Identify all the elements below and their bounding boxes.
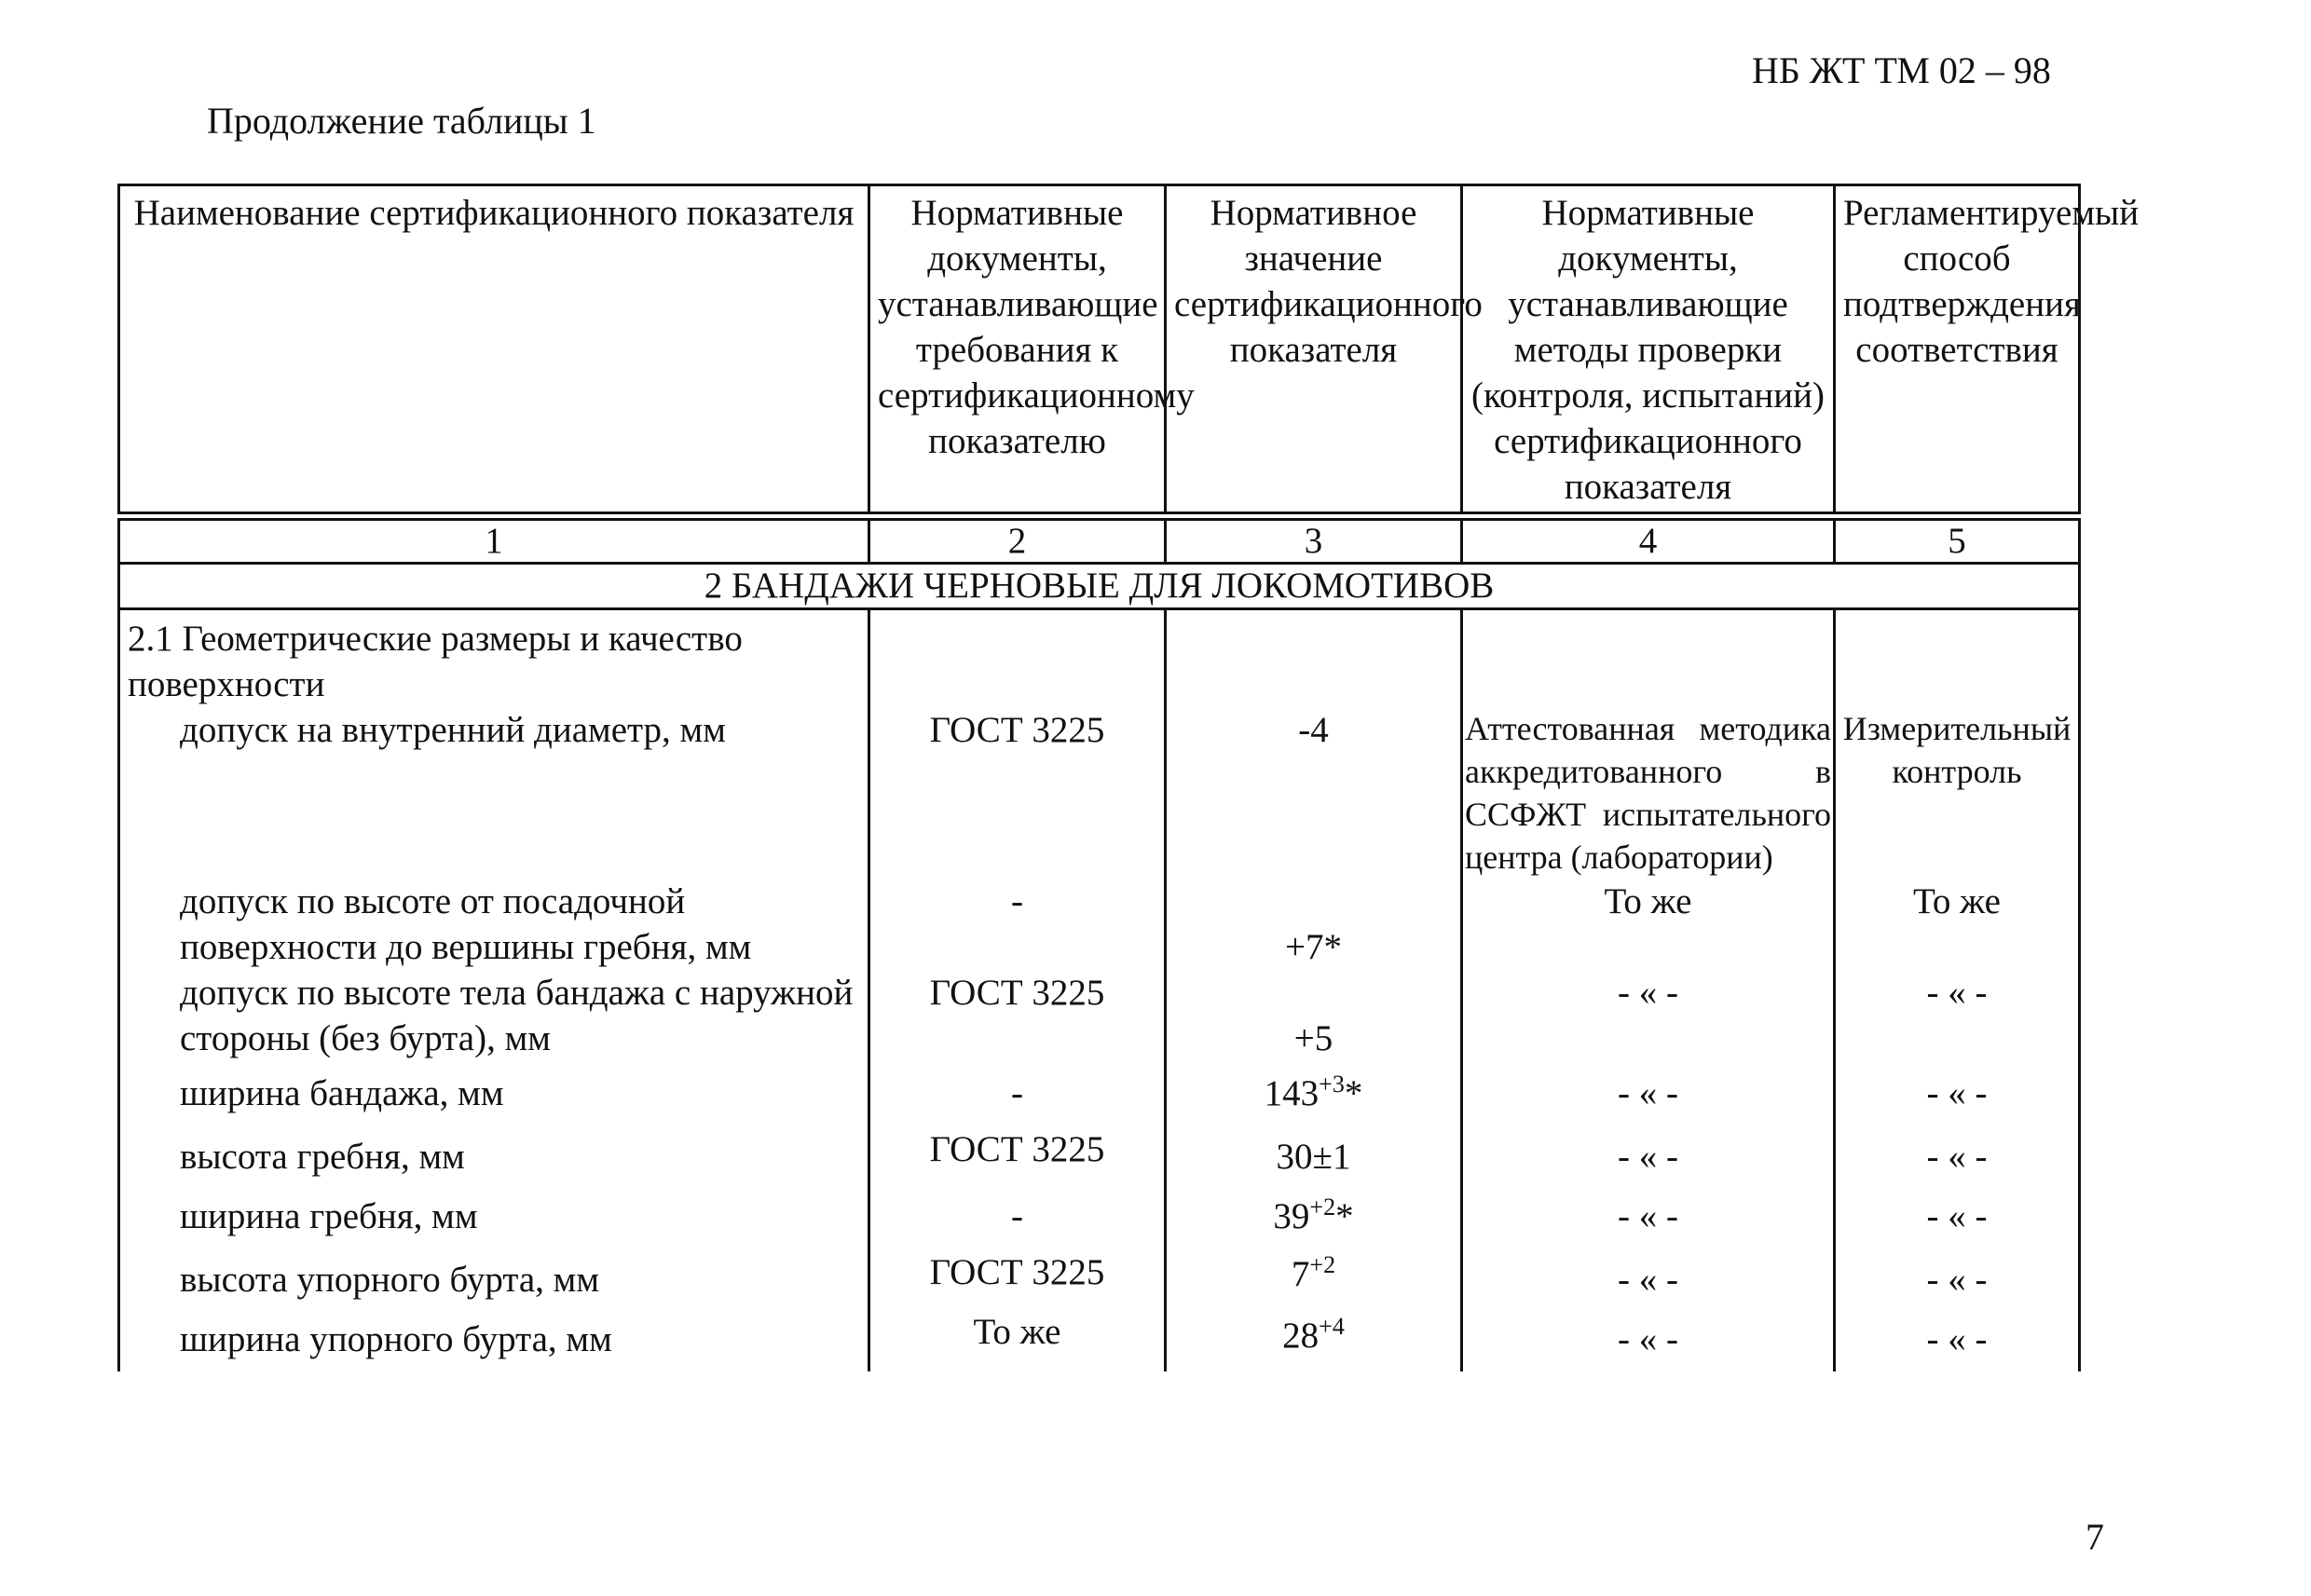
indicator-name: допуск по высоте от посадочной поверхности до вершины гребня, мм (180, 881, 752, 967)
column-number: 3 (1166, 520, 1462, 564)
confirmation-method: То же (1835, 879, 2080, 970)
normative-value-tolerance: +4 (1319, 1313, 1345, 1340)
normative-value: 39 (1273, 1196, 1310, 1236)
indicator-name: допуск по высоте тела бандажа с наружной стороны (без бурта), мм (180, 973, 854, 1058)
normative-value: -4 (1166, 707, 1462, 879)
method-doc: - « - (1462, 1305, 1835, 1371)
requirement-doc: ГОСТ 3225 (869, 1123, 1166, 1182)
confirmation-method: - « - (1835, 1061, 2080, 1123)
method-doc: - « - (1462, 1061, 1835, 1123)
normative-value: 143 (1264, 1073, 1320, 1113)
table-row (119, 970, 2080, 1061)
requirement-doc: - (869, 879, 1166, 970)
normative-value-tolerance: +3 (1319, 1071, 1345, 1098)
normative-value-mark: * (1335, 1196, 1354, 1236)
normative-value: 7 (1291, 1254, 1310, 1294)
indicator-name: допуск на внутренний диаметр, мм (180, 710, 726, 750)
normative-value-tolerance: +2 (1309, 1194, 1336, 1221)
normative-value: +5 (1293, 1018, 1333, 1058)
method-doc: - « - (1462, 1244, 1835, 1305)
confirmation-method: Измерительный контроль (1835, 707, 2080, 879)
method-doc: - « - (1462, 1182, 1835, 1244)
table-header (117, 184, 2140, 514)
method-doc: То же (1462, 879, 1835, 970)
method-doc: Аттестованная методика аккредитованного в ССФЖТ испытательного центра (лаборатории) (1462, 707, 1835, 879)
header-method-docs: Нормативные документы, устанавливающие методы проверки (контроля, испытаний) сертификационного показателя (1462, 185, 1835, 513)
section-row (119, 564, 2080, 609)
header-normative-value: Нормативное значение сертификационного показателя (1166, 185, 1462, 513)
confirmation-method: - « - (1835, 1305, 2080, 1371)
indicator-name: ширина упорного бурта, мм (180, 1319, 612, 1359)
table-row (119, 1123, 2080, 1182)
table-body (117, 518, 2081, 1371)
confirmation-method: - « - (1835, 970, 2080, 1061)
requirement-doc: ГОСТ 3225 (869, 1244, 1166, 1305)
page-number: 7 (2085, 1516, 2104, 1558)
confirmation-method: - « - (1835, 1182, 2080, 1244)
normative-value-tolerance: +2 (1309, 1251, 1336, 1278)
header-indicator-name: Наименование сертификационного показателя (119, 185, 869, 513)
requirement-doc: - (869, 1061, 1166, 1123)
section-title: 2 БАНДАЖИ ЧЕРНОВЫЕ ДЛЯ ЛОКОМОТИВОВ (119, 564, 2080, 609)
requirement-doc: ГОСТ 3225 (869, 707, 1166, 879)
table-row (119, 1244, 2080, 1305)
header-requirement-docs: Нормативные документы, устанавливающие требования к сертификационному показателю (869, 185, 1166, 513)
normative-value-mark: * (1344, 1073, 1363, 1113)
requirement-doc: То же (869, 1305, 1166, 1371)
table-row (119, 1305, 2080, 1371)
normative-value: 30±1 (1166, 1123, 1462, 1182)
column-number: 4 (1462, 520, 1835, 564)
table-caption: Продолжение таблицы 1 (207, 100, 596, 142)
column-number: 2 (869, 520, 1166, 564)
method-doc: - « - (1462, 1123, 1835, 1182)
table-row (119, 879, 2080, 970)
table-row (119, 1182, 2080, 1244)
normative-value: 28 (1282, 1316, 1320, 1356)
column-number: 1 (119, 520, 869, 564)
requirement-doc: - (869, 1182, 1166, 1244)
indicator-name: ширина бандажа, мм (180, 1073, 504, 1113)
confirmation-method: - « - (1835, 1244, 2080, 1305)
table-row (119, 1061, 2080, 1123)
indicator-name: высота гребня, мм (180, 1137, 465, 1177)
normative-value: +7* (1285, 927, 1342, 967)
method-doc: - « - (1462, 970, 1835, 1061)
confirmation-method: - « - (1835, 1123, 2080, 1182)
column-number: 5 (1835, 520, 2080, 564)
requirement-doc: ГОСТ 3225 (869, 970, 1166, 1061)
table-row (119, 609, 2080, 708)
column-number-row (119, 520, 2080, 564)
header-confirmation-method: Регламентируемый способ подтверждения соответствия (1835, 185, 2080, 513)
table-row (119, 707, 2080, 879)
indicator-name: ширина гребня, мм (180, 1196, 478, 1236)
group-title: 2.1 Геометрические размеры и качество поверхности (119, 609, 869, 708)
document-code: НБ ЖТ ТМ 02 – 98 (1752, 49, 2051, 91)
indicator-name: высота упорного бурта, мм (180, 1260, 600, 1300)
